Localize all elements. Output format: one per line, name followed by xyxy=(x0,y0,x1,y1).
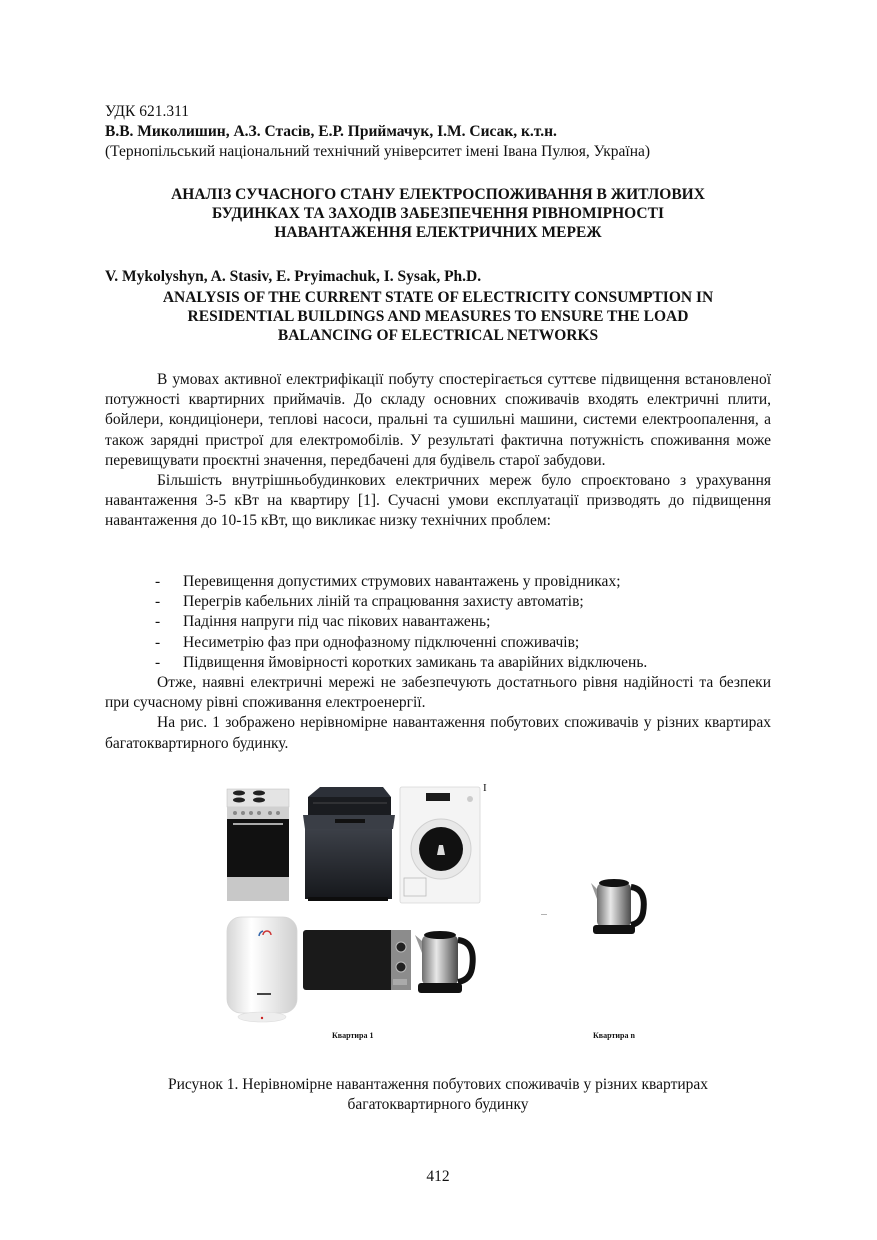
microwave-icon xyxy=(303,930,411,990)
figure-caption xyxy=(105,1075,771,1115)
kettle-icon xyxy=(415,931,473,993)
dishwasher-icon xyxy=(303,787,395,901)
authors-en: V. Mykolyshyn, A. Stasiv, E. Pryimachuk, I. Sysak, Ph.D. xyxy=(105,268,482,285)
apartment-n-label: Квартира n xyxy=(593,1031,635,1040)
list-item xyxy=(155,592,647,612)
title-en-line: ANALYSIS OF THE CURRENT STATE OF ELECTRICITY CONSUMPTION IN xyxy=(162,289,714,306)
paragraph-2: Більшість внутрішньобудинкових електричних мереж було спроєктовано з урахування навантаження 3-5 кВт на квартиру [1]. Сучасні умови експлуатації призводять до підвищення навантаження до 10-15 кВт, що викликає низку технічних проблем: xyxy=(105,472,771,530)
title-en xyxy=(105,288,771,345)
title-en-line: RESIDENTIAL BUILDINGS AND MEASURES TO ENSURE THE LOAD xyxy=(187,308,689,325)
paragraph-1: В умовах активної електрифікації побуту спостерігається суттєве підвищення встановленої потужності квартирних приймачів. До складу основних споживачів входять електричні плити, бойлери, кондиціонери, теплові насоси, пральні та сушильні машини, системи електроопалення, а також зарядні пристрої для електромобілів. У результаті фактична потужність споживання може перевищувати проєктні значення, передбачені для будівель старої забудови. xyxy=(105,371,771,469)
title-ua-line: НАВАНТАЖЕННЯ ЕЛЕКТРИЧНИХ МЕРЕЖ xyxy=(274,224,602,241)
list-item-text: Перевищення допустимих струмових навантажень у провідниках; xyxy=(183,573,621,590)
bullet-marker: - xyxy=(155,573,161,590)
list-item-text: Несиметрію фаз при однофазному підключенні споживачів; xyxy=(183,633,580,651)
figure-1 xyxy=(215,775,685,1050)
list-item-text: Підвищення ймовірності коротких замикань та аварійних відключень. xyxy=(183,653,648,671)
body-text-2 xyxy=(105,673,771,754)
title-ua-line: АНАЛІЗ СУЧАСНОГО СТАНУ ЕЛЕКТРОСПОЖИВАННЯ В ЖИТЛОВИХ xyxy=(171,186,705,203)
list-item-text: Падіння напруги під час пікових навантажень; xyxy=(183,613,491,631)
bullet-marker: - xyxy=(155,633,161,651)
list-item xyxy=(155,612,647,632)
bullet-marker: - xyxy=(155,653,161,671)
washing-machine-icon xyxy=(400,787,480,903)
list-item-text: Перегрів кабельних ліній та спрацювання захисту автоматів; xyxy=(183,593,584,611)
water-heater-icon xyxy=(227,917,297,1022)
paragraph-3: Отже, наявні електричні мережі не забезпечують достатнього рівня надійності та безпеки при сучасному рівні споживання електроенергії. xyxy=(105,674,771,712)
udc-code: УДК 621.311 xyxy=(105,103,189,120)
problem-list xyxy=(155,572,647,673)
electric-stove-icon xyxy=(227,789,289,901)
title-en-line: BALANCING OF ELECTRICAL NETWORKS xyxy=(277,327,599,344)
bullet-marker: - xyxy=(155,613,161,631)
list-item xyxy=(155,572,647,592)
list-item xyxy=(155,653,647,673)
apartment-1-label: Квартира 1 xyxy=(332,1031,374,1040)
bullet-marker: - xyxy=(155,593,161,611)
list-item xyxy=(155,633,647,653)
title-ua xyxy=(105,185,771,242)
kettle-icon xyxy=(591,879,644,934)
figure-illustration xyxy=(215,775,685,1050)
title-ua-line: БУДИНКАХ ТА ЗАХОДІВ ЗАБЕЗПЕЧЕННЯ РІВНОМІРНОСТІ xyxy=(212,205,664,222)
figure-ellipsis: ... xyxy=(541,908,547,917)
body-text xyxy=(105,370,771,532)
paragraph-4: На рис. 1 зображено нерівномірне навантаження побутових споживачів у різних квартирах багатоквартирного будинку. xyxy=(105,714,771,752)
page-number: 412 xyxy=(426,1168,450,1185)
authors-ua: В.В. Миколишин, А.З. Стасів, Е.Р. Приймачук, І.М. Сисак, к.т.н. xyxy=(105,123,557,140)
affiliation: (Тернопільський національний технічний університет імені Івана Пулюя, Україна) xyxy=(105,143,651,160)
caption-line: Рисунок 1. Нерівномірне навантаження побутових споживачів у різних квартирах xyxy=(167,1076,709,1093)
stray-mark: I xyxy=(483,782,487,794)
caption-line: багатоквартирного будинку xyxy=(347,1096,529,1113)
